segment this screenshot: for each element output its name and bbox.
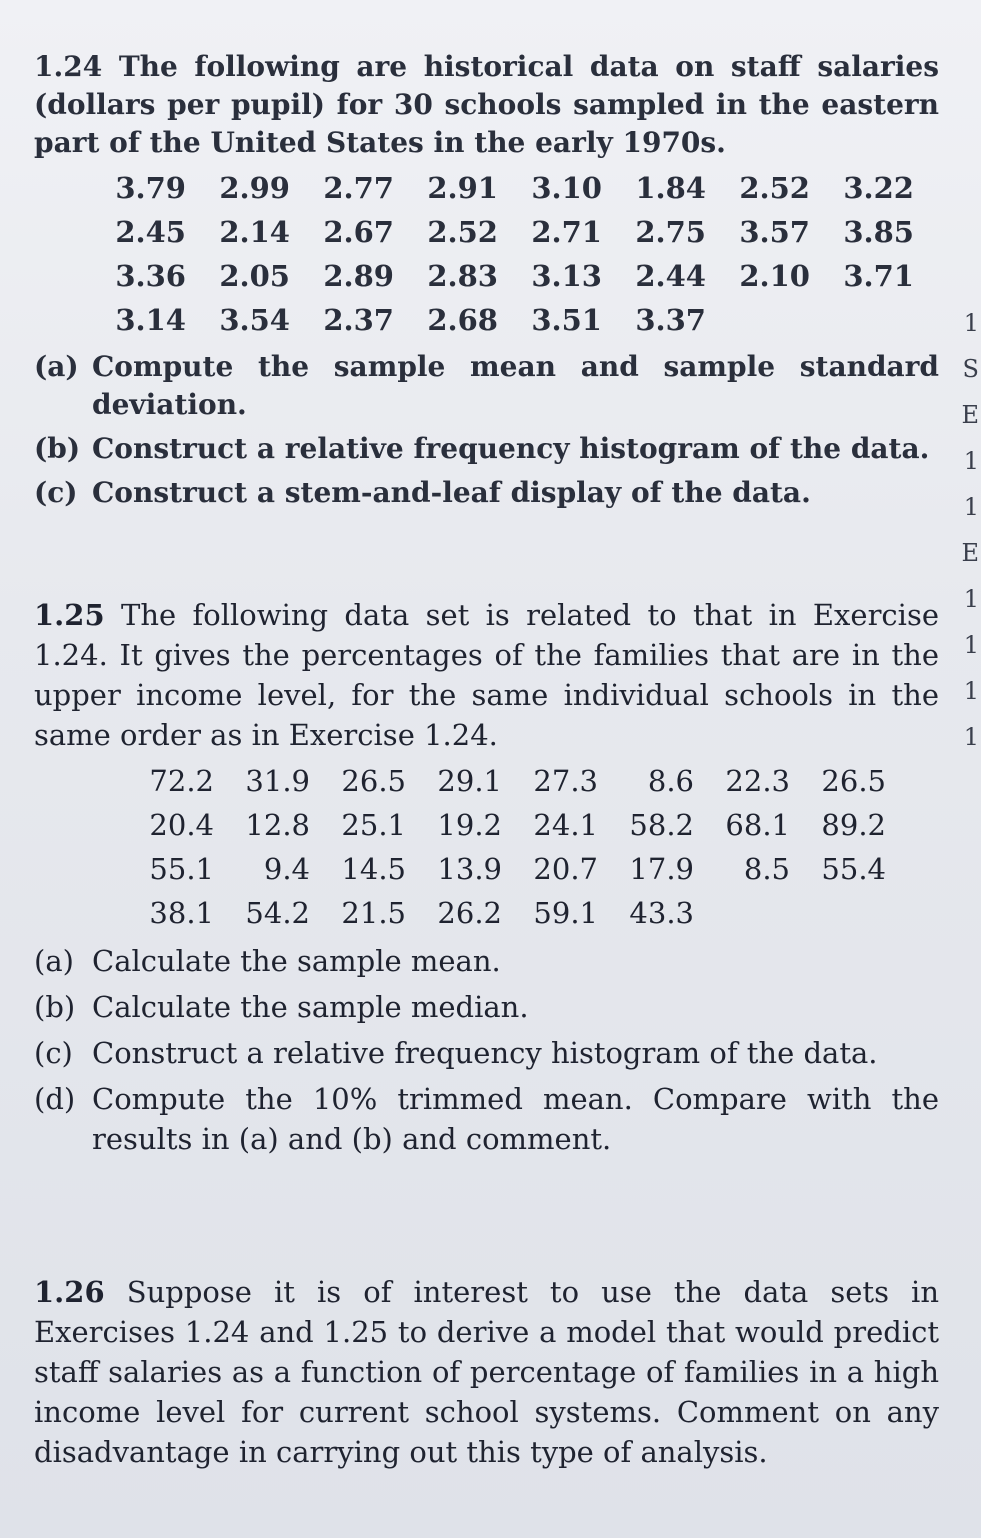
part-text: Compute the 10% trimmed mean. Compare with the results in (a) and (b) and comment. [92, 1082, 939, 1156]
data-cell: 55.1 [149, 852, 214, 886]
edge-mark: S [962, 355, 979, 383]
part-text: Construct a stem-and-leaf display of the data. [92, 476, 811, 509]
part-label: (c) [34, 1036, 73, 1070]
data-cell: 2.45 [115, 215, 186, 249]
data-cell: 2.67 [323, 215, 394, 249]
data-cell: 43.3 [629, 896, 694, 930]
data-cell [714, 298, 818, 342]
part-text: Compute the sample mean and sample standard deviation. [92, 350, 939, 421]
data-cell: 17.9 [629, 852, 694, 886]
data-cell: 3.54 [219, 303, 290, 337]
data-cell: 3.79 [115, 171, 186, 205]
data-cell: 55.4 [821, 852, 886, 886]
list-item [34, 474, 939, 512]
exercise-number: 1.24 [34, 50, 103, 83]
part-label: (c) [34, 476, 78, 509]
table-row [126, 847, 894, 891]
table-row [90, 166, 922, 210]
data-cell: 2.99 [219, 171, 290, 205]
part-label: (a) [34, 944, 74, 978]
edge-mark: 1 [963, 585, 979, 613]
data-cell: 13.9 [437, 852, 502, 886]
edge-mark: 1 [963, 493, 979, 521]
data-cell: 14.5 [341, 852, 406, 886]
part-text: Construct a relative frequency histogram of the data. [92, 432, 930, 465]
data-cell: 27.3 [533, 764, 598, 798]
edge-mark: 1 [963, 631, 979, 659]
data-cell: 38.1 [149, 896, 214, 930]
part-label: (d) [34, 1082, 76, 1116]
exercise-1-24-intro [34, 48, 939, 162]
data-cell: 25.1 [341, 808, 406, 842]
edge-mark: E [961, 539, 979, 567]
exercise-1-25 [34, 595, 939, 1165]
data-cell: 31.9 [245, 764, 310, 798]
data-cell: 2.89 [323, 259, 394, 293]
exercise-intro-text: The following data set is related to that in Exercise 1.24. It gives the percentages of the families that are in the upper income level, for the same individual schools in the same order as in Exercise 1.24. [34, 598, 939, 752]
adjacent-column-edge [959, 300, 979, 760]
data-cell: 3.10 [531, 171, 602, 205]
data-cell: 26.2 [437, 896, 502, 930]
data-cell: 2.44 [635, 259, 706, 293]
part-text: Construct a relative frequency histogram of the data. [92, 1036, 878, 1070]
list-item [34, 1079, 939, 1159]
data-cell: 3.14 [115, 303, 186, 337]
data-cell: 2.52 [739, 171, 810, 205]
data-cell: 72.2 [149, 764, 214, 798]
data-cell: 54.2 [245, 896, 310, 930]
data-cell: 2.83 [427, 259, 498, 293]
data-cell: 8.6 [647, 764, 694, 798]
table-row [90, 298, 922, 342]
data-cell: 58.2 [629, 808, 694, 842]
data-cell: 1.84 [635, 171, 706, 205]
exercise-intro-text: The following are historical data on staff salaries (dollars per pupil) for 30 schools sampled in the eastern part of the United States in the early 1970s. [34, 50, 940, 159]
exercise-number: 1.26 [34, 1275, 105, 1309]
edge-mark: 1 [963, 677, 979, 705]
exercise-1-25-parts [34, 941, 939, 1159]
edge-mark: 1 [963, 723, 979, 751]
list-item [34, 430, 939, 468]
data-cell: 20.4 [149, 808, 214, 842]
table-row [126, 803, 894, 847]
table-row [90, 254, 922, 298]
data-cell: 2.77 [323, 171, 394, 205]
data-cell: 3.57 [739, 215, 810, 249]
data-cell [798, 891, 894, 935]
data-cell: 2.71 [531, 215, 602, 249]
data-cell: 3.71 [843, 259, 914, 293]
data-cell: 3.22 [843, 171, 914, 205]
table-row [126, 759, 894, 803]
data-cell: 2.05 [219, 259, 290, 293]
list-item [34, 348, 939, 424]
data-cell: 2.75 [635, 215, 706, 249]
data-cell: 19.2 [437, 808, 502, 842]
data-cell: 26.5 [821, 764, 886, 798]
data-cell: 29.1 [437, 764, 502, 798]
data-cell: 21.5 [341, 896, 406, 930]
data-cell: 9.4 [263, 852, 310, 886]
data-cell: 24.1 [533, 808, 598, 842]
data-cell [702, 891, 798, 935]
exercise-1-25-intro [34, 595, 939, 755]
exercise-1-26-text [34, 1272, 939, 1472]
data-cell: 3.51 [531, 303, 602, 337]
exercise-1-26 [34, 1272, 939, 1472]
edge-mark: 1 [963, 447, 979, 475]
data-cell: 20.7 [533, 852, 598, 886]
data-cell: 59.1 [533, 896, 598, 930]
exercise-body-text: Suppose it is of interest to use the data sets in Exercises 1.24 and 1.25 to derive a model that would predict staff salaries as a function of percentage of families in a high income level for current school systems. Comment on any disadvantage in carrying out this type of analysis. [34, 1275, 940, 1469]
part-label: (a) [34, 350, 79, 383]
data-cell: 3.13 [531, 259, 602, 293]
exercise-number: 1.25 [34, 598, 105, 632]
data-cell: 3.36 [115, 259, 186, 293]
part-label: (b) [34, 990, 76, 1024]
data-cell: 12.8 [245, 808, 310, 842]
exercise-1-24-parts [34, 348, 939, 512]
part-text: Calculate the sample median. [92, 990, 529, 1024]
data-cell [818, 298, 922, 342]
data-cell: 2.52 [427, 215, 498, 249]
data-cell: 2.14 [219, 215, 290, 249]
part-label: (b) [34, 432, 81, 465]
data-cell: 2.10 [739, 259, 810, 293]
data-cell: 3.85 [843, 215, 914, 249]
data-cell: 8.5 [743, 852, 790, 886]
edge-mark: 1 [963, 309, 979, 337]
exercise-1-24 [34, 48, 939, 518]
data-cell: 2.91 [427, 171, 498, 205]
income-percentage-table [126, 759, 894, 935]
part-text: Calculate the sample mean. [92, 944, 501, 978]
list-item [34, 1033, 939, 1073]
data-cell: 89.2 [821, 808, 886, 842]
data-cell: 2.68 [427, 303, 498, 337]
data-cell: 68.1 [725, 808, 790, 842]
data-cell: 26.5 [341, 764, 406, 798]
salary-data-table [90, 166, 922, 342]
list-item [34, 987, 939, 1027]
list-item [34, 941, 939, 981]
data-cell: 22.3 [725, 764, 790, 798]
table-row [126, 891, 894, 935]
data-cell: 3.37 [635, 303, 706, 337]
data-cell: 2.37 [323, 303, 394, 337]
table-row [90, 210, 922, 254]
edge-mark: E [961, 401, 979, 429]
